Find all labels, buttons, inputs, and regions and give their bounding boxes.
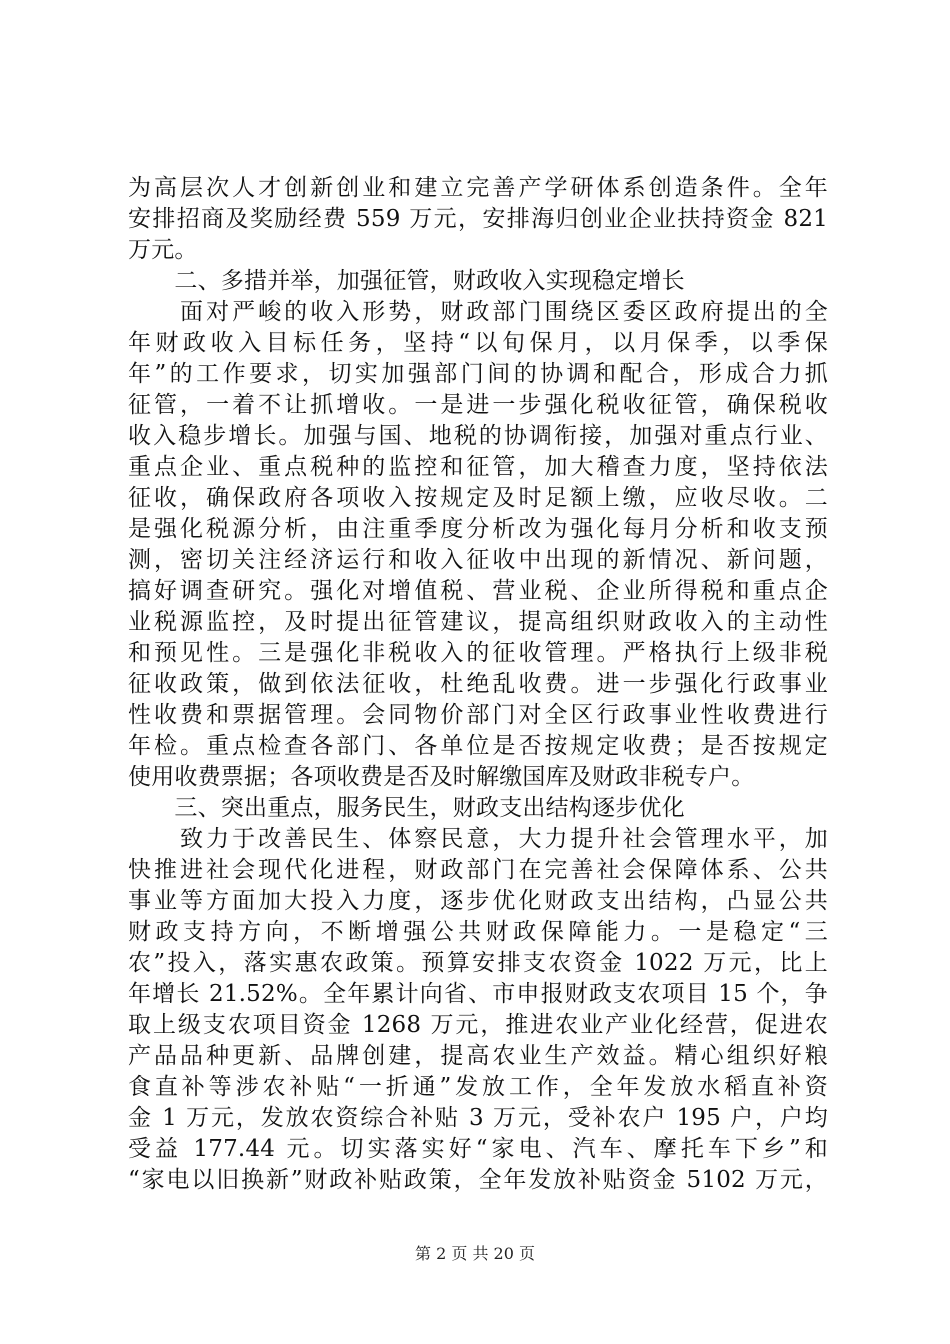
text-line: 金 1 万元，发放农资综合补贴 3 万元，受补农户 195 户，户均 — [128, 1105, 828, 1131]
text-line: 重点企业、重点税种的监控和征管，加大稽查力度，坚持依法 — [128, 454, 828, 480]
text-line: 快推进社会现代化进程，财政部门在完善社会保障体系、公共 — [128, 857, 828, 883]
text-line: 征管，一着不让抓增收。一是进一步强化税收征管，确保税收 — [128, 392, 828, 418]
text-line: 收入稳步增长。加强与国、地税的协调衔接，加强对重点行业、 — [128, 423, 828, 449]
text-line: 财政支持方向，不断增强公共财政保障能力。一是稳定“三 — [128, 919, 828, 945]
text-line: 征收政策，做到依法征收，杜绝乱收费。进一步强化行政事业 — [128, 671, 828, 697]
text-line: 产品品种更新、品牌创建，提高农业生产效益。精心组织好粮 — [128, 1043, 828, 1069]
text-line: 年”的工作要求，切实加强部门间的协调和配合，形成合力抓 — [128, 361, 828, 387]
document-body — [128, 173, 828, 1196]
text-line: 使用收费票据；各项收费是否及时解缴国库及财政非税专户。 — [128, 764, 755, 790]
text-line: 事业等方面加大投入力度，逐步优化财政支出结构，凸显公共 — [128, 888, 828, 914]
text-line: 和预见性。三是强化非税收入的征收管理。严格执行上级非税 — [128, 640, 828, 666]
text-line: 年财政收入目标任务，坚持“以旬保月，以月保季，以季保 — [128, 330, 828, 356]
text-line: 食直补等涉农补贴“一折通”发放工作，全年发放水稻直补资 — [128, 1074, 828, 1100]
text-line: 搞好调查研究。强化对增值税、营业税、企业所得税和重点企 — [128, 578, 828, 604]
text-line: 二、多措并举，加强征管，财政收入实现稳定增长 — [128, 268, 685, 294]
text-line: 万元。 — [128, 237, 198, 263]
text-line: 面对严峻的收入形势，财政部门围绕区委区政府提出的全 — [128, 299, 828, 325]
text-line: 农”投入，落实惠农政策。预算安排支农资金 1022 万元，比上 — [128, 950, 828, 976]
text-line: “家电以旧换新”财政补贴政策，全年发放补贴资金 5102 万元， — [128, 1167, 828, 1193]
text-line: 三、突出重点，服务民生，财政支出结构逐步优化 — [128, 795, 685, 821]
text-line: 致力于改善民生、体察民意，大力提升社会管理水平，加 — [128, 826, 828, 852]
text-line: 安排招商及奖励经费 559 万元，安排海归创业企业扶持资金 821 — [128, 206, 828, 232]
text-line: 受益 177.44 元。切实落实好“家电、汽车、摩托车下乡”和 — [128, 1136, 828, 1162]
page-footer: 第 2 页 共 20 页 — [415, 1244, 535, 1263]
text-line: 是强化税源分析，由注重季度分析改为强化每月分析和收支预 — [128, 516, 828, 542]
text-line: 取上级支农项目资金 1268 万元，推进农业产业化经营，促进农 — [128, 1012, 828, 1038]
text-line: 为高层次人才创新创业和建立完善产学研体系创造条件。全年 — [128, 175, 828, 201]
text-line: 年检。重点检查各部门、各单位是否按规定收费；是否按规定 — [128, 733, 828, 759]
text-line: 年增长 21.52%。全年累计向省、市申报财政支农项目 15 个，争 — [128, 981, 828, 1007]
text-line: 测，密切关注经济运行和收入征收中出现的新情况、新问题， — [128, 547, 828, 573]
text-line: 性收费和票据管理。会同物价部门对全区行政事业性收费进行 — [128, 702, 828, 728]
text-line: 业税源监控，及时提出征管建议，提高组织财政收入的主动性 — [128, 609, 828, 635]
text-line: 征收，确保政府各项收入按规定及时足额上缴，应收尽收。二 — [128, 485, 828, 511]
